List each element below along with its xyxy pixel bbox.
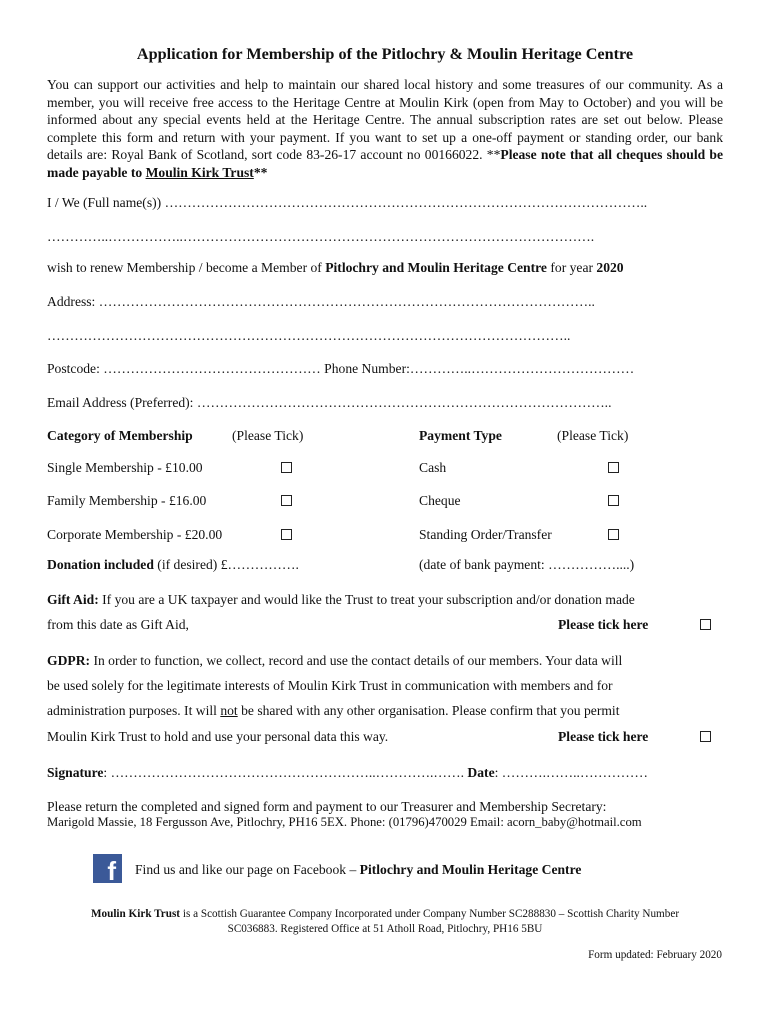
- intro-text: You can support our activities and help to maintain our shared local history and some treasures of our community. As a member, you will receive free access to the Heritage Centre at Moulin Kirk (open from May to October) and you will be informed about any special events held at the Heritage Centre. The annual subscription rates are set out below. Please complete this form and return with your payment. If you want to set up a one-off payment or standing order, our bank details are: Royal Bank of Scotland, sort code 83-26-17 account no 00166022. **: [47, 77, 723, 163]
- payment-heading: Payment Type: [419, 428, 502, 443]
- single-membership-checkbox[interactable]: [281, 462, 292, 473]
- cheque-note: Please note that all cheques should be made payable to: [47, 147, 723, 180]
- facebook-page-name: Pitlochry and Moulin Heritage Centre: [359, 862, 582, 877]
- donation-field[interactable]: (if desired) £…………….: [153, 557, 299, 572]
- corporate-membership-checkbox[interactable]: [281, 529, 292, 540]
- cheque-label: Cheque: [419, 493, 461, 508]
- name-label: I / We (Full name(s)): [47, 195, 165, 210]
- family-membership-checkbox[interactable]: [281, 495, 292, 506]
- gdpr-line-4: Moulin Kirk Trust to hold and use your personal data this way.: [47, 729, 389, 744]
- facebook-text: [135, 861, 581, 879]
- gdpr-label: GDPR:: [47, 653, 91, 668]
- donation-row[interactable]: [47, 556, 299, 574]
- gdpr-text-3b: be shared with any other organisation. Please confirm that you permit: [237, 703, 620, 718]
- signature-label: Signature: [47, 765, 104, 780]
- date-field[interactable]: : ……….……..……………: [494, 765, 648, 780]
- return-instructions: Please return the completed and signed form and payment to our Treasurer and Membership Secretary:: [47, 799, 607, 814]
- gdpr-line-2: be used solely for the legitimate interests of Moulin Kirk Trust in communication with members and for: [47, 678, 613, 693]
- email-label: Email Address (Preferred):: [47, 395, 197, 410]
- treasurer-contact: Marigold Massie, 18 Fergusson Ave, Pitlochry, PH16 5EX. Phone: (01796)470029 Email: acorn_baby@hotmail.com: [47, 815, 642, 829]
- name-row[interactable]: [47, 194, 723, 212]
- facebook-prompt: Find us and like our page on Facebook –: [135, 862, 360, 877]
- gdpr-line-1: [47, 652, 723, 670]
- page-title: Application for Membership of the Pitlochry & Moulin Heritage Centre: [136, 45, 634, 63]
- renew-row: [47, 259, 723, 277]
- signature-field[interactable]: : …………………………………………………..………….…….: [103, 765, 468, 780]
- donation-label: Donation included: [47, 557, 154, 572]
- postcode-label: Postcode:: [47, 361, 104, 376]
- intro-paragraph: [47, 76, 723, 182]
- footer-text: is a Scottish Guarantee Company Incorporated under Company Number SC288830 – Scottish Charity Number SC036883. Registered Office at 51 Atholl Road, Pitlochry, PH16 5BU: [180, 908, 680, 935]
- footer-org: Moulin Kirk Trust: [90, 908, 181, 920]
- signature-row[interactable]: [47, 764, 723, 782]
- gift-aid-text-2: from this date as Gift Aid,: [47, 617, 189, 632]
- bank-payment-date-field[interactable]: (date of bank payment: ……………....): [419, 557, 635, 572]
- address-field-continued[interactable]: ……………………………………………………………………………………………………..: [47, 328, 571, 343]
- gift-aid-checkbox[interactable]: [700, 619, 711, 630]
- gdpr-line-3: [47, 702, 723, 720]
- company-footer: [80, 907, 690, 936]
- cash-label: Cash: [419, 460, 447, 475]
- renew-text: wish to renew Membership / become a Member of: [47, 260, 326, 275]
- email-field[interactable]: ………………………………………………………………………………..: [196, 395, 612, 410]
- facebook-icon: f: [93, 854, 122, 883]
- email-row[interactable]: [47, 394, 723, 412]
- date-label: Date: [467, 765, 495, 780]
- gift-aid-text-1: If you are a UK taxpayer and would like the Trust to treat your subscription and/or donation made: [98, 592, 635, 607]
- gdpr-checkbox[interactable]: [700, 731, 711, 742]
- payment-tick-hint: (Please Tick): [557, 428, 629, 443]
- phone-field[interactable]: …………..………………………………: [409, 361, 635, 376]
- standing-order-label: Standing Order/Transfer: [419, 527, 552, 542]
- cash-checkbox[interactable]: [608, 462, 619, 473]
- gdpr-text-1: In order to function, we collect, record and use the contact details of our members. Your data will: [90, 653, 623, 668]
- single-membership-label: Single Membership - £10.00: [47, 460, 203, 475]
- renew-year: 2020: [596, 260, 624, 275]
- phone-label: Phone Number:: [324, 361, 410, 376]
- address-label: Address:: [47, 294, 99, 309]
- corporate-membership-label: Corporate Membership - £20.00: [47, 527, 223, 542]
- gift-aid-tick-label: Please tick here: [558, 617, 649, 632]
- standing-order-checkbox[interactable]: [608, 529, 619, 540]
- payee-name: Moulin Kirk Trust: [145, 164, 254, 180]
- postcode-phone-row[interactable]: [47, 360, 723, 378]
- gdpr-text-3a: administration purposes. It will: [47, 703, 221, 718]
- membership-tick-hint: (Please Tick): [232, 428, 304, 443]
- family-membership-label: Family Membership - £16.00: [47, 493, 207, 508]
- name-field[interactable]: ……………………………………………………………………………………………..: [164, 195, 648, 210]
- gdpr-tick-label: Please tick here: [558, 729, 649, 744]
- gift-aid-text: [47, 591, 723, 609]
- postcode-field[interactable]: …………………………………………: [103, 361, 321, 376]
- address-row[interactable]: [47, 293, 723, 311]
- note-end: **: [253, 164, 268, 180]
- renew-org: Pitlochry and Moulin Heritage Centre: [325, 260, 547, 275]
- form-updated: Form updated: February 2020: [588, 949, 722, 961]
- membership-heading: Category of Membership: [47, 428, 193, 443]
- gift-aid-label: Gift Aid:: [47, 592, 99, 607]
- gdpr-not: not: [220, 703, 238, 718]
- name-field-continued[interactable]: …………..……………..……………………………………………………………………………….: [47, 229, 595, 244]
- renew-mid: for year: [546, 260, 597, 275]
- cheque-checkbox[interactable]: [608, 495, 619, 506]
- address-field[interactable]: ………………………………………………………………………………………………..: [98, 294, 595, 309]
